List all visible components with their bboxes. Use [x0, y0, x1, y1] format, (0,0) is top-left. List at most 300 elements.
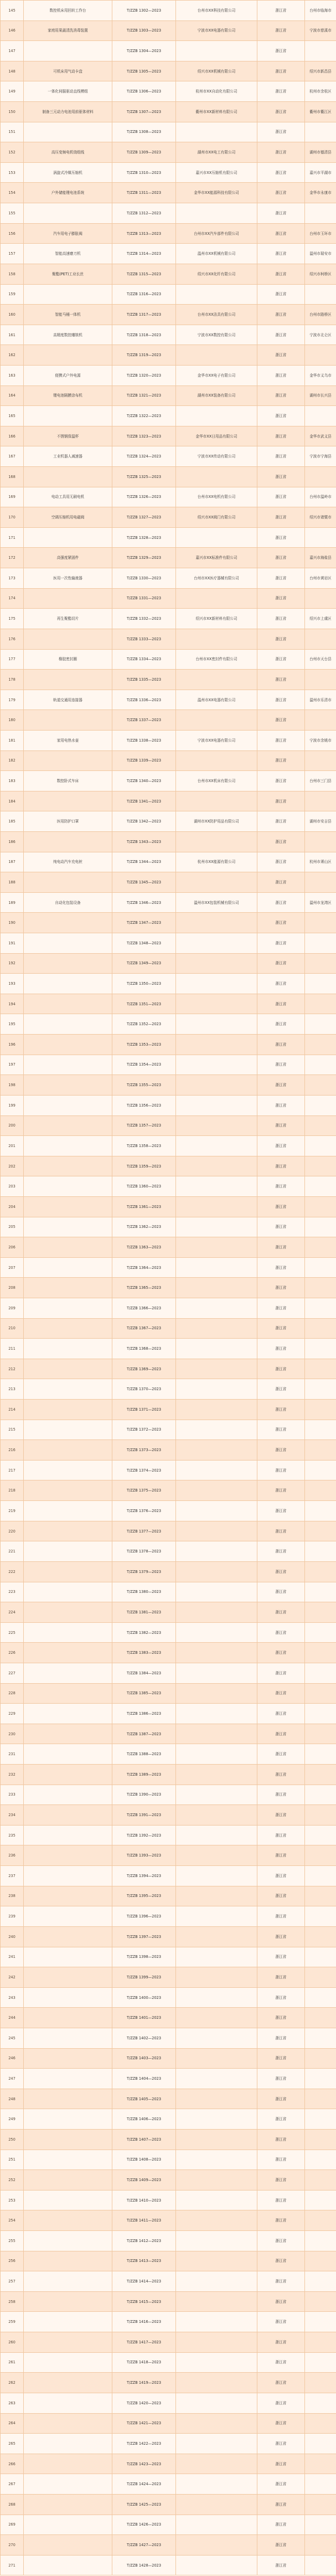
- province: 浙江省: [257, 1765, 305, 1785]
- region: [305, 2312, 336, 2332]
- province: 浙江省: [257, 811, 305, 832]
- company-name: [176, 2190, 257, 2210]
- standard-code: T/ZZB 1372—2023: [112, 1420, 176, 1440]
- product-name: [24, 1926, 112, 1947]
- province: 浙江省: [257, 2373, 305, 2393]
- company-name: [176, 2474, 257, 2495]
- company-name: [176, 1075, 257, 1096]
- region: 湖州市安吉县: [305, 811, 336, 832]
- product-name: 自动化包装设备: [24, 892, 112, 913]
- table-row: [1, 1196, 336, 1217]
- region: 台州市黄岩区: [305, 568, 336, 589]
- product-name: [24, 1704, 112, 1724]
- province: 浙江省: [257, 771, 305, 791]
- row-number: 264: [1, 2413, 24, 2434]
- company-name: 杭州市XX能源有限公司: [176, 852, 257, 872]
- province: 浙江省: [257, 750, 305, 771]
- province: 浙江省: [257, 1785, 305, 1805]
- table-row: [1, 61, 336, 81]
- table-row: [1, 609, 336, 629]
- row-number: 176: [1, 629, 24, 649]
- region: 温州市瑞安市: [305, 244, 336, 264]
- company-name: 温州市XX包装机械有限公司: [176, 892, 257, 913]
- product-name: 可机床用气动卡盘: [24, 61, 112, 81]
- region: [305, 750, 336, 771]
- company-name: [176, 1947, 257, 1967]
- company-name: [176, 933, 257, 954]
- product-name: 电动工具用无刷电机: [24, 487, 112, 507]
- row-number: 174: [1, 588, 24, 609]
- row-number: 233: [1, 1785, 24, 1805]
- row-number: 256: [1, 2251, 24, 2271]
- row-number: 211: [1, 1339, 24, 1359]
- table-row: [1, 1501, 336, 1521]
- table-row: [1, 1055, 336, 1075]
- product-name: 便携式户外电源: [24, 365, 112, 385]
- region: [305, 629, 336, 649]
- row-number: 220: [1, 1521, 24, 1541]
- region: [305, 1115, 336, 1136]
- row-number: 179: [1, 690, 24, 710]
- company-name: [176, 1176, 257, 1197]
- region: [305, 2291, 336, 2312]
- row-number: 210: [1, 1318, 24, 1339]
- company-name: 温州市XX机械有限公司: [176, 244, 257, 264]
- region: [305, 1075, 336, 1096]
- province: 浙江省: [257, 2352, 305, 2373]
- product-name: [24, 994, 112, 1014]
- table-row: [1, 791, 336, 811]
- row-number: 269: [1, 2515, 24, 2535]
- province: 浙江省: [257, 102, 305, 122]
- standard-code: T/ZZB 1337—2023: [112, 710, 176, 731]
- province: 浙江省: [257, 162, 305, 183]
- region: [305, 1298, 336, 1319]
- region: [305, 2129, 336, 2150]
- product-name: [24, 1257, 112, 1278]
- table-row: [1, 811, 336, 832]
- table-row: [1, 2474, 336, 2495]
- standard-code: T/ZZB 1427—2023: [112, 2535, 176, 2556]
- row-number: 158: [1, 264, 24, 284]
- table-row: [1, 750, 336, 771]
- region: 宁波市宁海县: [305, 446, 336, 467]
- company-name: [176, 1379, 257, 1400]
- company-name: [176, 1622, 257, 1643]
- standard-code: T/ZZB 1380—2023: [112, 1582, 176, 1602]
- region: 湖州市德清县: [305, 142, 336, 163]
- standard-code: T/ZZB 1420—2023: [112, 2393, 176, 2413]
- product-name: [24, 1906, 112, 1927]
- product-name: [24, 1440, 112, 1461]
- standard-code: T/ZZB 1423—2023: [112, 2454, 176, 2474]
- company-name: [176, 629, 257, 649]
- province: 浙江省: [257, 1886, 305, 1906]
- region: 绍兴市诸暨市: [305, 507, 336, 528]
- province: 浙江省: [257, 2434, 305, 2454]
- row-number: 240: [1, 1926, 24, 1947]
- standard-code: T/ZZB 1405—2023: [112, 2089, 176, 2109]
- region: 嘉兴市平湖市: [305, 162, 336, 183]
- province: 浙江省: [257, 690, 305, 710]
- company-name: 绍兴市XX新材料有限公司: [176, 609, 257, 629]
- company-name: 台州市XX电机有限公司: [176, 487, 257, 507]
- product-name: [24, 1561, 112, 1582]
- table-row: [1, 2170, 336, 2191]
- province: 浙江省: [257, 284, 305, 305]
- product-name: [24, 1663, 112, 1683]
- standard-code: T/ZZB 1319—2023: [112, 345, 176, 366]
- region: [305, 2494, 336, 2515]
- row-number: 156: [1, 223, 24, 244]
- row-number: 160: [1, 305, 24, 325]
- table-row: [1, 2291, 336, 2312]
- standards-table-body: [1, 1, 336, 2575]
- table-row: [1, 385, 336, 406]
- company-name: [176, 2170, 257, 2191]
- company-name: [176, 2089, 257, 2109]
- product-name: [24, 122, 112, 142]
- standard-code: T/ZZB 1340—2023: [112, 771, 176, 791]
- product-name: [24, 2535, 112, 2556]
- region: [305, 2271, 336, 2292]
- province: 浙江省: [257, 1055, 305, 1075]
- product-name: [24, 41, 112, 61]
- standard-code: T/ZZB 1311—2023: [112, 183, 176, 203]
- company-name: 台州市XX密封件有限公司: [176, 649, 257, 670]
- product-name: [24, 1055, 112, 1075]
- table-row: [1, 2008, 336, 2028]
- table-row: [1, 142, 336, 163]
- standard-code: T/ZZB 1309—2023: [112, 142, 176, 163]
- province: 浙江省: [257, 81, 305, 102]
- standard-code: T/ZZB 1316—2023: [112, 284, 176, 305]
- region: 金华市武义县: [305, 426, 336, 446]
- row-number: 265: [1, 2434, 24, 2454]
- row-number: 175: [1, 609, 24, 629]
- row-number: 190: [1, 913, 24, 933]
- row-number: 180: [1, 710, 24, 731]
- standard-code: T/ZZB 1412—2023: [112, 2231, 176, 2251]
- product-name: [24, 2109, 112, 2130]
- standard-code: T/ZZB 1329—2023: [112, 548, 176, 568]
- row-number: 173: [1, 568, 24, 589]
- company-name: [176, 974, 257, 994]
- company-name: [176, 1359, 257, 1379]
- table-row: [1, 1359, 336, 1379]
- province: 浙江省: [257, 1501, 305, 1521]
- company-name: [176, 1014, 257, 1035]
- standard-code: T/ZZB 1422—2023: [112, 2434, 176, 2454]
- standard-code: T/ZZB 1404—2023: [112, 2069, 176, 2089]
- table-row: [1, 1460, 336, 1480]
- province: 浙江省: [257, 568, 305, 589]
- product-name: [24, 1339, 112, 1359]
- row-number: 253: [1, 2190, 24, 2210]
- standard-code: T/ZZB 1369—2023: [112, 1359, 176, 1379]
- company-name: [176, 872, 257, 893]
- table-row: [1, 284, 336, 305]
- province: 浙江省: [257, 264, 305, 284]
- region: [305, 203, 336, 224]
- standard-code: T/ZZB 1344—2023: [112, 852, 176, 872]
- standard-code: T/ZZB 1352—2023: [112, 1014, 176, 1035]
- province: 浙江省: [257, 1825, 305, 1845]
- region: [305, 284, 336, 305]
- region: [305, 1176, 336, 1197]
- province: 浙江省: [257, 1926, 305, 1947]
- province: 浙江省: [257, 1318, 305, 1339]
- product-name: [24, 2454, 112, 2474]
- product-name: [24, 953, 112, 974]
- region: [305, 122, 336, 142]
- company-name: [176, 1257, 257, 1278]
- table-row: [1, 1156, 336, 1176]
- product-name: [24, 1095, 112, 1115]
- table-row: [1, 2150, 336, 2170]
- product-name: [24, 406, 112, 426]
- product-name: [24, 1805, 112, 1826]
- province: 浙江省: [257, 1704, 305, 1724]
- region: [305, 2069, 336, 2089]
- table-row: [1, 162, 336, 183]
- region: [305, 2373, 336, 2393]
- table-row: [1, 1683, 336, 1704]
- standard-code: T/ZZB 1317—2023: [112, 305, 176, 325]
- region: [305, 467, 336, 487]
- province: 浙江省: [257, 933, 305, 954]
- table-row: [1, 1744, 336, 1765]
- standard-code: T/ZZB 1326—2023: [112, 487, 176, 507]
- region: [305, 2393, 336, 2413]
- table-row: [1, 2494, 336, 2515]
- standard-code: T/ZZB 1345—2023: [112, 872, 176, 893]
- region: [305, 2535, 336, 2556]
- standard-code: T/ZZB 1421—2023: [112, 2413, 176, 2434]
- company-name: [176, 1967, 257, 1988]
- product-name: [24, 2555, 112, 2575]
- province: 浙江省: [257, 1136, 305, 1156]
- row-number: 200: [1, 1115, 24, 1136]
- region: [305, 1744, 336, 1765]
- region: [305, 2150, 336, 2170]
- province: 浙江省: [257, 649, 305, 670]
- company-name: [176, 1460, 257, 1480]
- row-number: 229: [1, 1704, 24, 1724]
- company-name: [176, 2312, 257, 2332]
- company-name: [176, 1156, 257, 1176]
- region: [305, 1845, 336, 1866]
- table-row: [1, 994, 336, 1014]
- region: [305, 1866, 336, 1886]
- table-row: [1, 852, 336, 872]
- company-name: [176, 1987, 257, 2008]
- company-name: [176, 1217, 257, 1237]
- row-number: 246: [1, 2048, 24, 2069]
- province: 浙江省: [257, 1987, 305, 2008]
- row-number: 202: [1, 1156, 24, 1176]
- company-name: [176, 1724, 257, 1744]
- region: [305, 1339, 336, 1359]
- product-name: [24, 1156, 112, 1176]
- company-name: [176, 1420, 257, 1440]
- region: [305, 1318, 336, 1339]
- product-name: [24, 2210, 112, 2231]
- region: [305, 1947, 336, 1967]
- standard-code: T/ZZB 1399—2023: [112, 1967, 176, 1988]
- standard-code: T/ZZB 1328—2023: [112, 527, 176, 548]
- table-row: [1, 1724, 336, 1744]
- table-row: [1, 1785, 336, 1805]
- product-name: [24, 1176, 112, 1197]
- product-name: [24, 1318, 112, 1339]
- row-number: 168: [1, 467, 24, 487]
- table-row: [1, 730, 336, 750]
- province: 浙江省: [257, 1480, 305, 1501]
- province: 浙江省: [257, 1622, 305, 1643]
- company-name: [176, 122, 257, 142]
- region: [305, 2210, 336, 2231]
- row-number: 195: [1, 1014, 24, 1035]
- company-name: [176, 2251, 257, 2271]
- region: [305, 1217, 336, 1237]
- company-name: [176, 2109, 257, 2130]
- table-row: [1, 771, 336, 791]
- row-number: 169: [1, 487, 24, 507]
- table-row: [1, 1521, 336, 1541]
- product-name: 橡胶密封圈: [24, 649, 112, 670]
- table-row: [1, 1967, 336, 1988]
- row-number: 148: [1, 61, 24, 81]
- table-row: [1, 872, 336, 893]
- region: 温州市龙湾区: [305, 892, 336, 913]
- company-name: 金华市XX能源科技有限公司: [176, 183, 257, 203]
- table-row: [1, 690, 336, 710]
- region: [305, 1785, 336, 1805]
- province: 浙江省: [257, 2028, 305, 2048]
- standard-code: T/ZZB 1410—2023: [112, 2190, 176, 2210]
- product-name: [24, 2069, 112, 2089]
- standard-code: T/ZZB 1382—2023: [112, 1622, 176, 1643]
- province: 浙江省: [257, 2129, 305, 2150]
- region: [305, 710, 336, 731]
- region: [305, 1541, 336, 1562]
- row-number: 214: [1, 1400, 24, 1420]
- region: [305, 1035, 336, 1055]
- product-name: 工业机器人减速器: [24, 446, 112, 467]
- standard-code: T/ZZB 1400—2023: [112, 1987, 176, 2008]
- table-row: [1, 2210, 336, 2231]
- table-row: [1, 305, 336, 325]
- product-name: [24, 2474, 112, 2495]
- product-name: 空调压缩机用电磁阀: [24, 507, 112, 528]
- row-number: 218: [1, 1480, 24, 1501]
- company-name: [176, 1501, 257, 1521]
- region: [305, 1967, 336, 1988]
- table-row: [1, 1257, 336, 1278]
- table-row: [1, 1440, 336, 1461]
- table-row: [1, 974, 336, 994]
- company-name: [176, 1480, 257, 1501]
- company-name: [176, 2434, 257, 2454]
- company-name: 宁波市XX数控有限公司: [176, 325, 257, 345]
- region: [305, 1156, 336, 1176]
- row-number: 196: [1, 1035, 24, 1055]
- company-name: [176, 2291, 257, 2312]
- standard-code: T/ZZB 1312—2023: [112, 203, 176, 224]
- company-name: [176, 1926, 257, 1947]
- standard-code: T/ZZB 1341—2023: [112, 791, 176, 811]
- region: [305, 1521, 336, 1541]
- table-row: [1, 933, 336, 954]
- standard-code: T/ZZB 1338—2023: [112, 730, 176, 750]
- company-name: [176, 1825, 257, 1845]
- row-number: 157: [1, 244, 24, 264]
- region: [305, 2251, 336, 2271]
- table-row: [1, 467, 336, 487]
- standard-code: T/ZZB 1305—2023: [112, 61, 176, 81]
- table-row: [1, 1136, 336, 1156]
- product-name: 制备三元动力电池用前驱体材料: [24, 102, 112, 122]
- province: 浙江省: [257, 1339, 305, 1359]
- province: 浙江省: [257, 426, 305, 446]
- company-name: [176, 203, 257, 224]
- province: 浙江省: [257, 791, 305, 811]
- region: [305, 2352, 336, 2373]
- product-name: 数控机床用回转工作台: [24, 1, 112, 21]
- province: 浙江省: [257, 831, 305, 852]
- region: [305, 2028, 336, 2048]
- table-row: [1, 1075, 336, 1096]
- product-name: [24, 2170, 112, 2191]
- company-name: [176, 1237, 257, 1258]
- row-number: 252: [1, 2170, 24, 2191]
- company-name: [176, 1785, 257, 1805]
- table-row: [1, 1176, 336, 1197]
- standard-code: T/ZZB 1314—2023: [112, 244, 176, 264]
- product-name: [24, 1845, 112, 1866]
- region: 台州市温岭市: [305, 487, 336, 507]
- company-name: 金华市XX电子有限公司: [176, 365, 257, 385]
- table-row: [1, 1704, 336, 1724]
- row-number: 239: [1, 1906, 24, 1927]
- product-name: 家庭用果蔬清洗消毒装置: [24, 20, 112, 41]
- row-number: 165: [1, 406, 24, 426]
- province: 浙江省: [257, 2413, 305, 2434]
- table-row: [1, 1643, 336, 1663]
- province: 浙江省: [257, 61, 305, 81]
- province: 浙江省: [257, 609, 305, 629]
- province: 浙江省: [257, 2515, 305, 2535]
- product-name: [24, 831, 112, 852]
- company-name: [176, 2555, 257, 2575]
- standard-code: T/ZZB 1392—2023: [112, 1825, 176, 1845]
- product-name: 轨道交通用连接器: [24, 690, 112, 710]
- province: 浙江省: [257, 710, 305, 731]
- company-name: [176, 1095, 257, 1115]
- product-name: [24, 1521, 112, 1541]
- product-name: [24, 2515, 112, 2535]
- region: [305, 1825, 336, 1845]
- product-name: [24, 2352, 112, 2373]
- company-name: [176, 2028, 257, 2048]
- table-row: [1, 487, 336, 507]
- province: 浙江省: [257, 1663, 305, 1683]
- company-name: [176, 2515, 257, 2535]
- row-number: 191: [1, 933, 24, 954]
- region: [305, 1643, 336, 1663]
- row-number: 203: [1, 1176, 24, 1197]
